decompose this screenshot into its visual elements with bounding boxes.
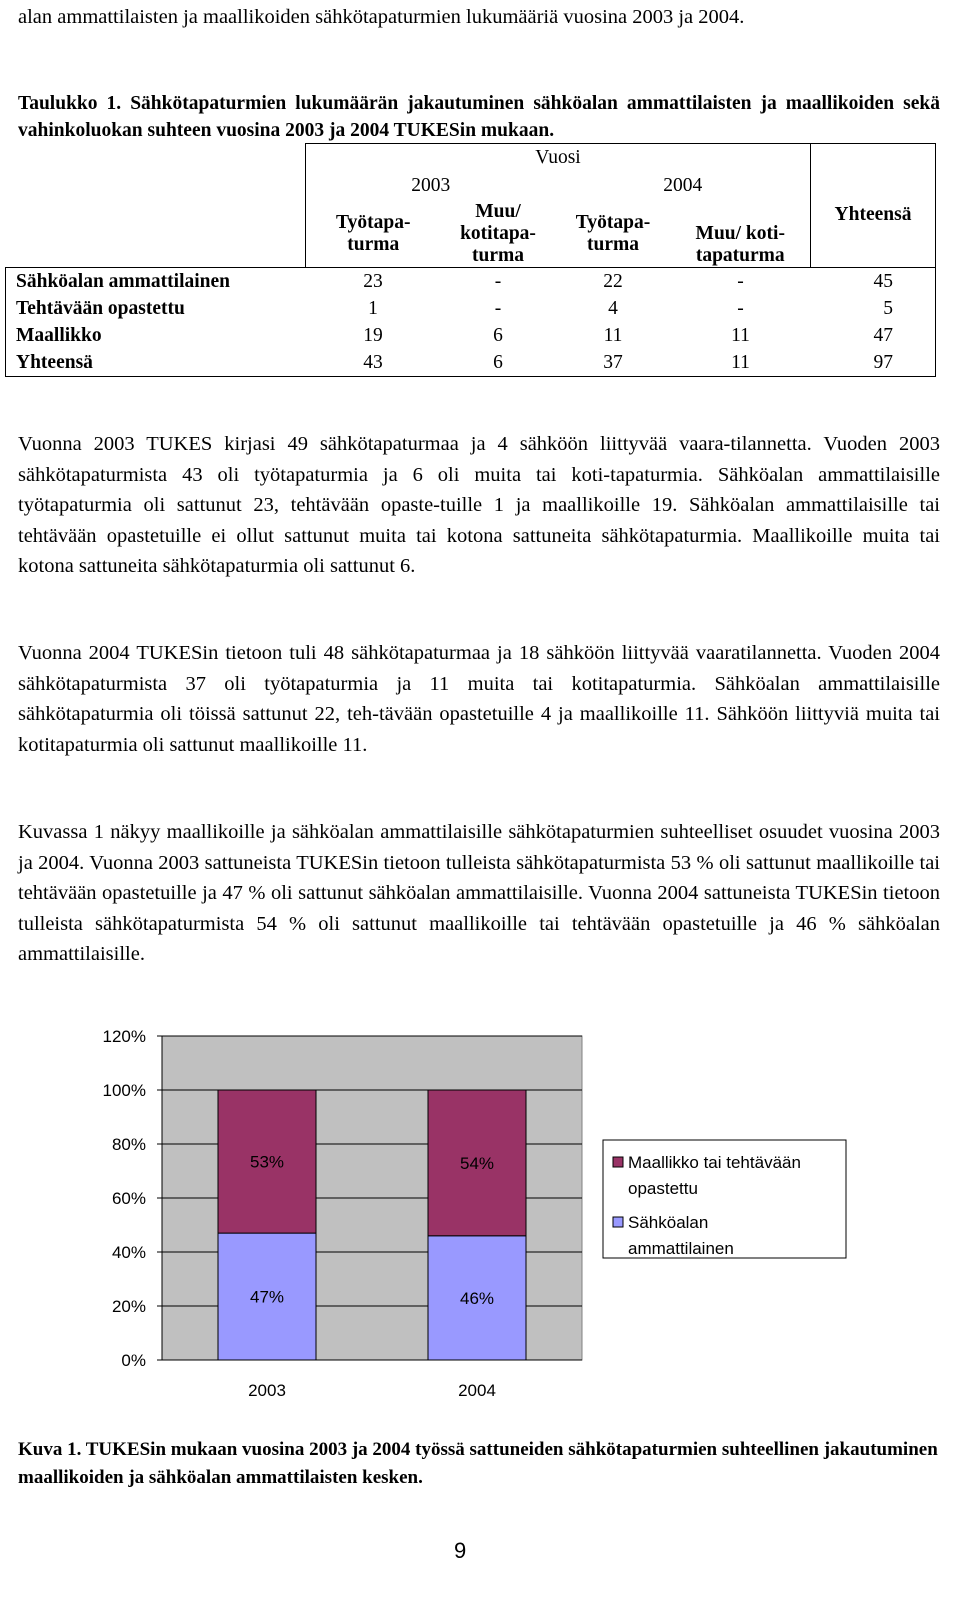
table-cell: 47 — [811, 322, 936, 349]
year-2003-header: 2003 — [306, 171, 556, 201]
table-cell: 43 — [306, 349, 441, 377]
data-label: 46% — [459, 1288, 495, 1308]
table-cell: 97 — [811, 349, 936, 377]
table-cell: 5 — [811, 295, 936, 322]
table-cell: 22 — [556, 268, 671, 296]
legend-swatch — [613, 1157, 623, 1167]
table-cell: 11 — [603, 324, 623, 346]
y-tick-label: 20% — [111, 1297, 146, 1316]
intro-paragraph: alan ammattilaisten ja maallikoiden sähkötapaturmien lukumääriä vuosina 2003 ja 2004. — [18, 6, 745, 28]
table-cell: 19 — [363, 324, 383, 346]
table-caption: Taulukko 1. Sähkötapaturmien lukumäärän jakautuminen sähköalan ammattilaisten ja maallikoiden sekä vahinkoluokan suhteen vuosina 2003 ja 2004 TUKESin mukaan. — [18, 93, 940, 141]
legend-label: opastettu — [628, 1179, 698, 1198]
y-tick-label: 120% — [102, 1027, 146, 1046]
table-cell: 37 — [556, 349, 671, 377]
figure-caption: Kuva 1. TUKESin mukaan vuosina 2003 ja 2004 työssä sattuneiden sähkötapaturmien suhteellinen jakautuminen maallikoiden ja sähköalan ammattilaisten kesken. — [18, 1439, 938, 1488]
table-cell: 11 — [731, 324, 750, 346]
x-tick-label: 2003 — [248, 1381, 286, 1400]
data-label: 47% — [249, 1287, 285, 1307]
vuosi-header: Vuosi — [306, 144, 811, 172]
col-tyo-2003: Työtapa-turma — [306, 201, 441, 268]
table-cell: 11 — [671, 349, 811, 377]
row-label: Tehtävään opastettu — [6, 295, 306, 322]
data-label: 53% — [249, 1152, 285, 1172]
y-tick-label: 60% — [111, 1189, 146, 1208]
y-tick-label: 100% — [102, 1081, 146, 1100]
stacked-bar-chart — [0, 1020, 960, 1400]
year-2004-header: 2004 — [556, 171, 811, 201]
row-label: Maallikko — [6, 322, 306, 349]
table-cell: 1 — [368, 297, 378, 319]
table-row — [6, 295, 936, 322]
y-tick-label: 80% — [111, 1135, 146, 1154]
data-label: 54% — [459, 1153, 495, 1173]
legend-label: Maallikko tai tehtävään — [628, 1153, 801, 1172]
total-header: Yhteensä — [811, 144, 936, 268]
table-row — [6, 349, 936, 377]
legend-label: ammattilainen — [628, 1239, 734, 1258]
col-muu-2003: Muu/ kotitapa-turma — [460, 201, 536, 266]
row-label: Sähköalan ammattilainen — [6, 268, 306, 296]
table-row — [6, 322, 936, 349]
paragraph-figure-summary: Kuvassa 1 näkyy maallikoille ja sähköalan ammattilaisille sähkötapaturmien suhteelliset osuudet vuosina 2003 ja 2004. Vuonna 2003 sattuneista TUKESin tietoon tulleista sähkötapaturmista 53 % oli sattunut maallikoille tai tehtävään opastetuille ja 47 % oli sattunut sähköalan ammattilaisille. Vuonna 2004 sattuneista TUKESin tietoon tulleista sähkötapaturmista 54 % oli sattunut maallikoille tai tehtävään opastetuille ja 46 % sähköalan ammattilaisille. — [18, 821, 940, 965]
paragraph-2003: Vuonna 2003 TUKES kirjasi 49 sähkötapaturmaa ja 4 sähköön liittyvää vaara-tilannetta. Vuoden 2003 sähkötapaturmista 43 oli työtapaturmia ja 6 oli muita tai koti-tapaturmia. Sähköalan ammattilaisille työtapaturmia oli sattunut 23, tehtävään opaste-tuille 1 ja maallikoille 19. Sähköalan ammattilaisille tai tehtävään opastetuille ei ollut sattunut muita tai kotona sattuneita sähkötapaturmia. Maallikoille muita tai kotona sattuneita sähkötapaturmia oli sattunut 6. — [18, 433, 940, 577]
table-cell: 6 — [441, 349, 556, 377]
col-tyo-2004: Työtapa-turma — [575, 212, 651, 255]
y-tick-label: 0% — [121, 1351, 146, 1370]
table-cell: 23 — [306, 268, 441, 296]
legend-label: Sähköalan — [628, 1213, 709, 1232]
table-cell: 4 — [608, 297, 618, 319]
y-tick-label: 40% — [111, 1243, 146, 1262]
x-tick-label: 2004 — [458, 1381, 496, 1400]
paragraph-2004: Vuonna 2004 TUKESin tietoon tuli 48 sähkötapaturmaa ja 18 sähköön liittyvää vaaratilannetta. Vuoden 2004 sähkötapaturmista 37 oli työtapaturmia ja 11 muita tai kotitapaturmia. Sähköalan ammattilaisille sähkötapaturmia oli töissä sattunut 22, teh-tävään opastetuille 4 ja maallikoille 11. Sähköön liittyviä muita tai kotitapaturmia oli sattunut maallikoille 11. — [18, 642, 940, 756]
row-label: Yhteensä — [6, 349, 306, 377]
col-muu-2004: Muu/ koti-tapaturma — [671, 201, 811, 268]
table-cell: 45 — [811, 268, 936, 296]
page-number: 9 — [454, 1538, 467, 1563]
table-cell: - — [494, 297, 502, 319]
table-cell: - — [441, 268, 556, 296]
table-cell: 6 — [493, 324, 503, 346]
legend-swatch — [613, 1217, 623, 1227]
accident-table — [5, 143, 936, 377]
table-cell: - — [671, 268, 811, 296]
table-cell: - — [737, 297, 744, 319]
table-row — [6, 268, 936, 296]
